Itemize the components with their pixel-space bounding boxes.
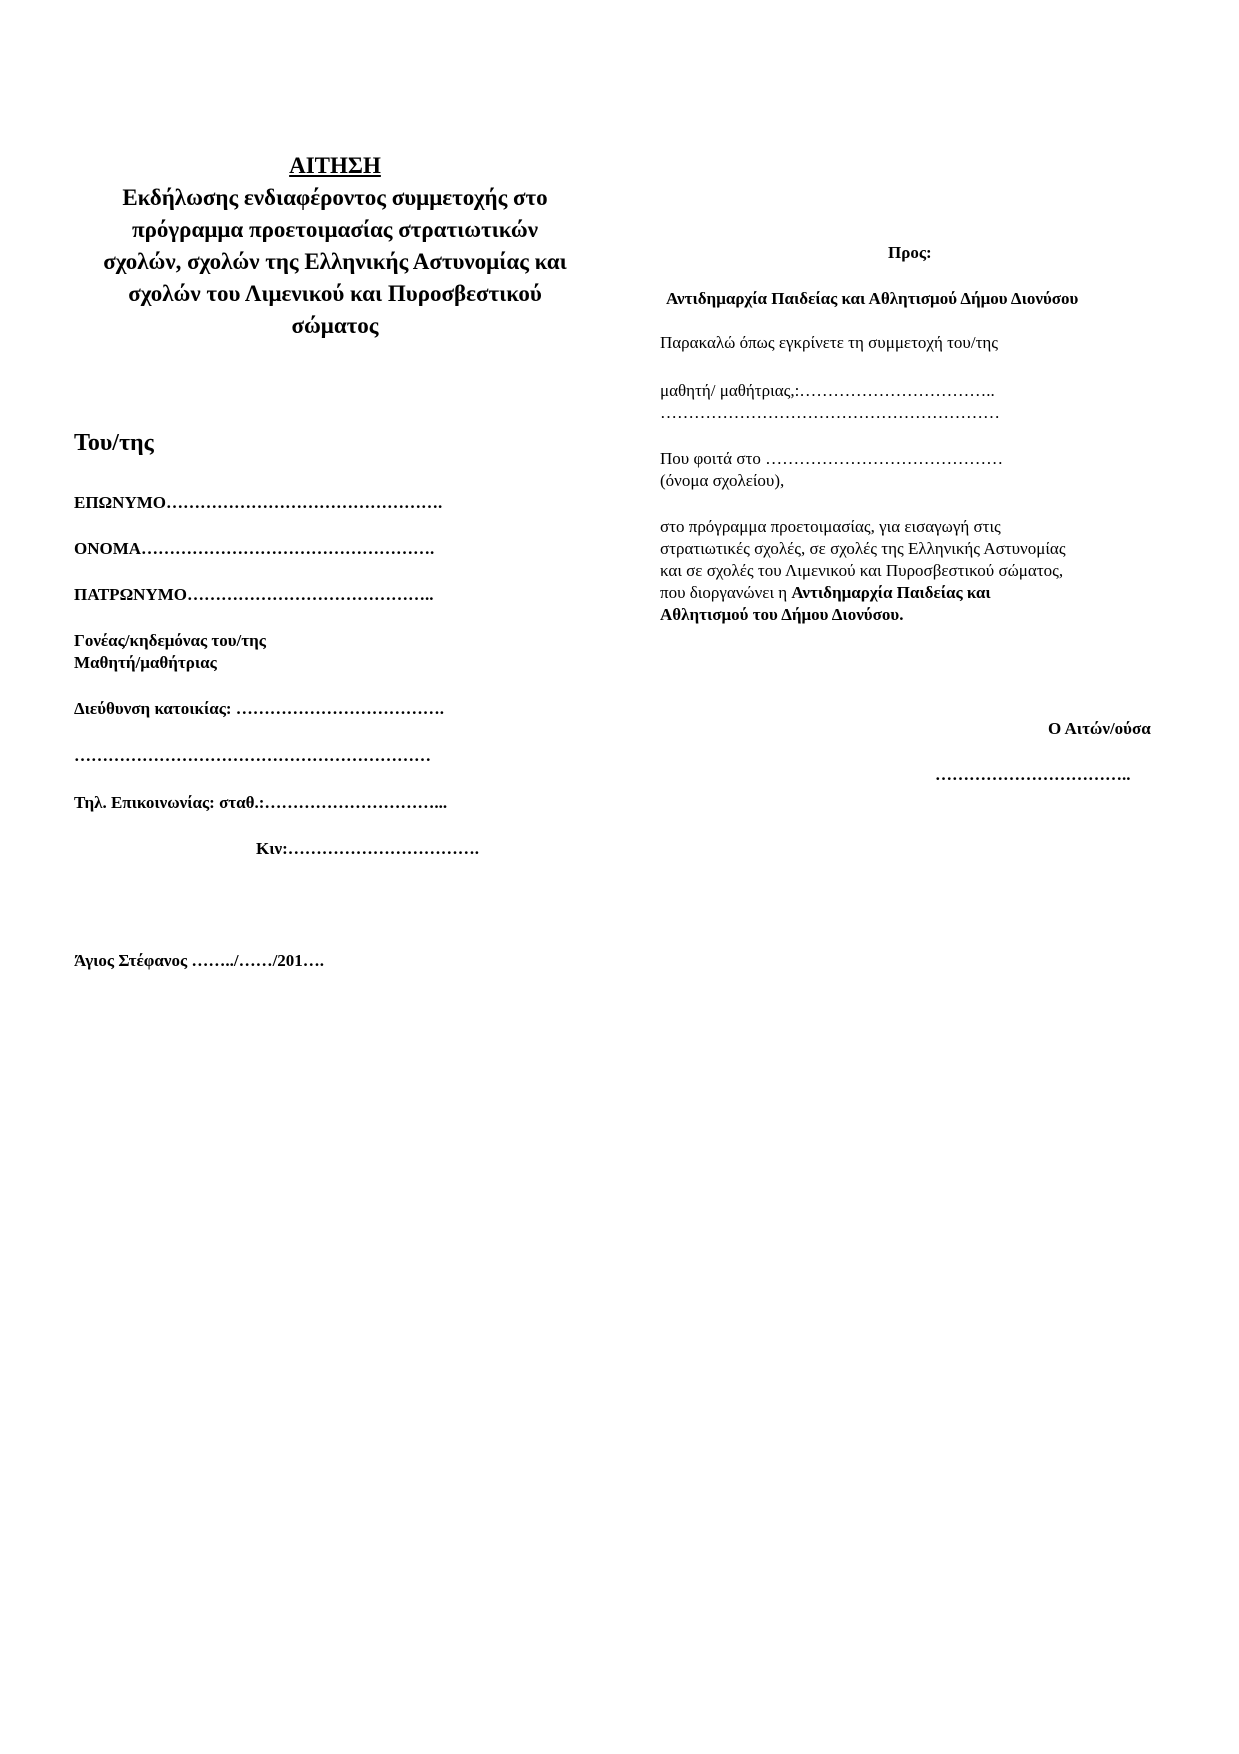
organizer-name-cont: Αθλητισμού του Δήμου Διονύσου. bbox=[660, 605, 904, 624]
name-field[interactable]: ΟΝΟΜΑ……………………………………………. bbox=[74, 539, 435, 558]
signature-field[interactable]: …………………………….. bbox=[935, 765, 1131, 784]
subtitle-line: σχολών, σχολών της Ελληνικής Αστυνομίας και bbox=[103, 249, 567, 274]
applicant-section-label: Του/της bbox=[74, 430, 154, 456]
student-continued-field[interactable]: …………………………………………………… bbox=[660, 403, 1000, 422]
student-field[interactable]: μαθητή/ μαθήτριας,:…………………………….. bbox=[660, 381, 995, 400]
document-title: ΑΙΤΗΣΗ bbox=[289, 153, 381, 178]
program-text: στρατιωτικές σχολές, σε σχολές της Ελληνικής Αστυνομίας bbox=[660, 539, 1066, 558]
subtitle-line: σώματος bbox=[291, 313, 379, 338]
guardian-label: Γονέας/κηδεμόνας του/της bbox=[74, 631, 266, 650]
place-date-field[interactable]: Άγιος Στέφανος ……../……/201…. bbox=[74, 951, 325, 970]
address-continued-field[interactable]: ……………………………………………………… bbox=[74, 746, 431, 765]
program-text bbox=[660, 582, 991, 604]
to-label: Προς: bbox=[888, 243, 932, 262]
subtitle-line: πρόγραμμα προετοιμασίας στρατιωτικών bbox=[132, 217, 538, 242]
landline-phone-field[interactable]: Τηλ. Επικοινωνίας: σταθ.:…………………………... bbox=[74, 793, 448, 812]
surname-field[interactable]: ΕΠΩΝΥΜΟ…………………………………………. bbox=[74, 493, 443, 512]
program-text: στο πρόγραμμα προετοιμασίας, για εισαγωγή στις bbox=[660, 517, 1001, 536]
organizer-name: Αντιδημαρχία Παιδείας και bbox=[791, 583, 991, 602]
program-text: και σε σχολές του Λιμενικού και Πυροσβεστικού σώματος, bbox=[660, 561, 1064, 580]
request-text: Παρακαλώ όπως εγκρίνετε τη συμμετοχή του/της bbox=[660, 333, 999, 352]
applicant-label: Ο Αιτών/ούσα bbox=[1048, 719, 1151, 738]
school-hint: (όνομα σχολείου), bbox=[660, 471, 785, 490]
address-field[interactable]: Διεύθυνση κατοικίας: ………………………………. bbox=[74, 699, 445, 718]
subtitle-line: Εκδήλωσης ενδιαφέροντος συμμετοχής στο bbox=[122, 185, 548, 210]
school-field[interactable]: Που φοιτά στο …………………………………… bbox=[660, 449, 1004, 468]
program-text-pre: που διοργανώνει η bbox=[660, 583, 792, 602]
guardian-label-cont: Μαθητή/μαθήτριας bbox=[74, 653, 217, 672]
subtitle-line: σχολών του Λιμενικού και Πυροσβεστικού bbox=[128, 281, 542, 306]
fathers-name-field[interactable]: ΠΑΤΡΩΝΥΜΟ…………………………………….. bbox=[74, 585, 434, 604]
mobile-phone-field[interactable]: Κιν:……………………………. bbox=[256, 839, 480, 858]
title-block bbox=[70, 150, 600, 342]
recipient: Αντιδημαρχία Παιδείας και Αθλητισμού Δήμου Διονύσου bbox=[666, 289, 1079, 308]
